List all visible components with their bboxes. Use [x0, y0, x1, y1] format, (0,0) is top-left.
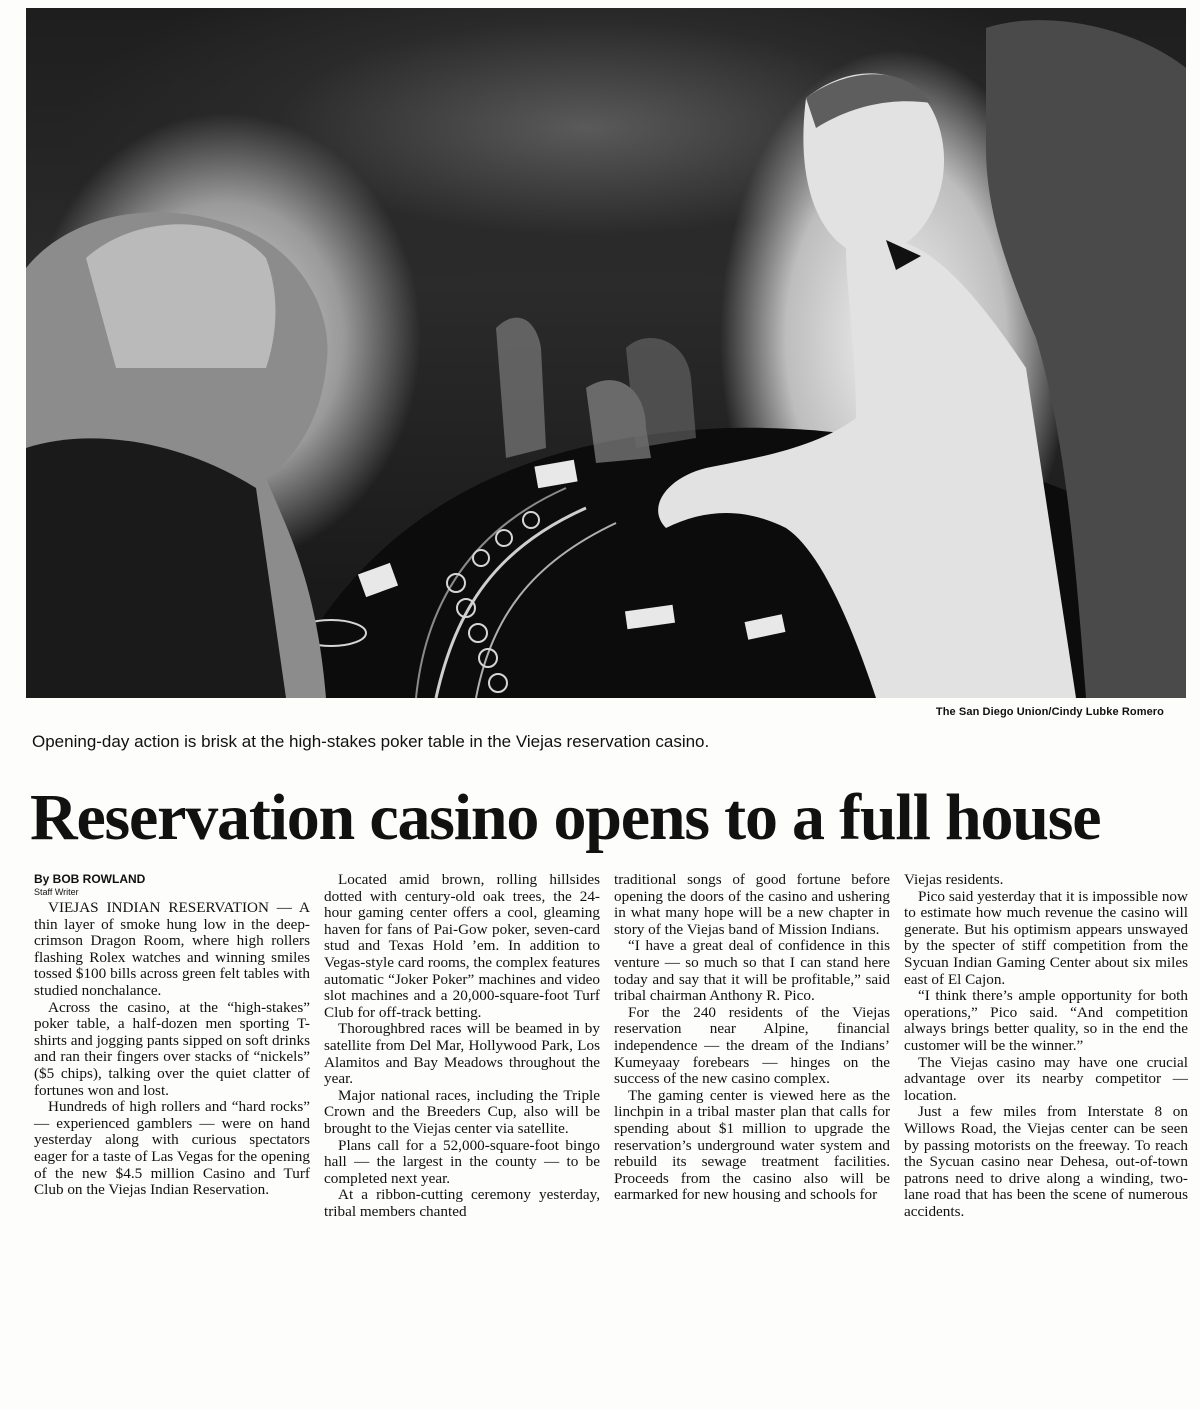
paragraph: At a ribbon-cutting ceremony yesterday, tribal members chanted: [324, 1186, 600, 1220]
paragraph: The gaming center is viewed here as the linchpin in a tribal master plan that calls for spending about $1 million to upgrade the reservation’s underground water system and rebuild its sewage treatment facilities. Proceeds from the casino also will be earmarked for new housing and schools for: [614, 1086, 890, 1204]
paragraph: Viejas residents.: [904, 871, 1004, 888]
paragraph: Major national races, including the Triple Crown and the Breeders Cup, also will be brought to the Viejas center via satellite.: [324, 1086, 600, 1137]
byline-author: By BOB ROWLAND: [34, 872, 146, 886]
paragraph: Plans call for a 52,000-square-foot bingo hall — the largest in the county — to be completed next year.: [324, 1136, 600, 1187]
paragraph: Across the casino, at the “high-stakes” poker table, a half-dozen men sporting T-shirts and jogging pants sipped on soft drinks and ran their fingers over stacks of “nickels” ($5 chips), talking over the quiet clatter of fortunes won and lost.: [34, 998, 310, 1099]
paragraph: “I have a great deal of confidence in this venture — so much so that I can stand here today and say that it will be profitable,” said tribal chairman Anthony R. Pico.: [614, 937, 890, 1005]
article-column-4: [904, 872, 1188, 1220]
photo-illustration: [26, 8, 1186, 698]
photo-credit: The San Diego Union/Cindy Lubke Romero: [935, 706, 1164, 718]
casino-photo: [26, 8, 1186, 698]
photo-caption: Opening-day action is brisk at the high-stakes poker table in the Viejas reservation casino.: [32, 732, 710, 751]
paragraph: “I think there’s ample opportunity for both operations,” Pico said. “And competition always brings better quality, so in the end the customer will be the winner.”: [904, 987, 1188, 1054]
paragraph: Hundreds of high rollers and “hard rocks” — experienced gamblers — were on hand yesterday along with curious spectators eager for a taste of Las Vegas for the opening of the new $4.5 million Casino and Turf Club on the Viejas Indian Reservation.: [34, 1098, 310, 1199]
article-column-3: [614, 872, 890, 1204]
paragraph: Located amid brown, rolling hillsides dotted with century-old oak trees, the 24-hour gaming center offers a cool, gleaming haven for fans of Pai-Gow poker, seven-card stud and Texas Hold ’em. In addition to Vegas-style card rooms, the complex features automatic “Joker Poker” machines and video slot machines and a 20,000-square-foot Turf Club for off-track betting.: [324, 871, 600, 1021]
article-column-1: [34, 872, 310, 1199]
paragraph: Pico said yesterday that it is impossible now to estimate how much revenue the casino will generate. But his optimism appears unswayed by the specter of stiff competition from the Sycuan Indian Gaming Center about six miles east of El Cajon.: [904, 887, 1188, 988]
paragraph: For the 240 residents of the Viejas reservation near Alpine, financial independence — the dream of the Indians’ Kumeyaay forebears — hinges on the success of the new casino complex.: [614, 1003, 890, 1088]
paragraph: Thoroughbred races will be beamed in by satellite from Del Mar, Hollywood Park, Los Alamitos and Bay Meadows throughout the year.: [324, 1020, 600, 1088]
article-column-2: [324, 872, 600, 1220]
paragraph: The Viejas casino may have one crucial advantage over its nearby competitor — location.: [904, 1053, 1188, 1104]
paragraph: VIEJAS INDIAN RESERVATION — A thin layer of smoke hung low in the deep-crimson Dragon Room, where high rollers flashing Rolex watches and winning smiles tossed $100 bills across green felt tables with studied nonchalance.: [34, 899, 310, 999]
paragraph: Just a few miles from Interstate 8 on Willows Road, the Viejas center can be seen by passing motorists on the freeway. To reach the Sycuan casino near Dehesa, out-of-town patrons need to drive along a winding, two-lane road that has been the scene of numerous accidents.: [904, 1103, 1188, 1220]
headline: Reservation casino opens to a full house: [30, 781, 1101, 854]
paragraph: traditional songs of good fortune before opening the doors of the casino and ushering in what many hope will be a new chapter in story of the Viejas band of Mission Indians.: [614, 871, 890, 938]
article-body: [34, 872, 1188, 1402]
byline-title: Staff Writer: [34, 887, 79, 897]
